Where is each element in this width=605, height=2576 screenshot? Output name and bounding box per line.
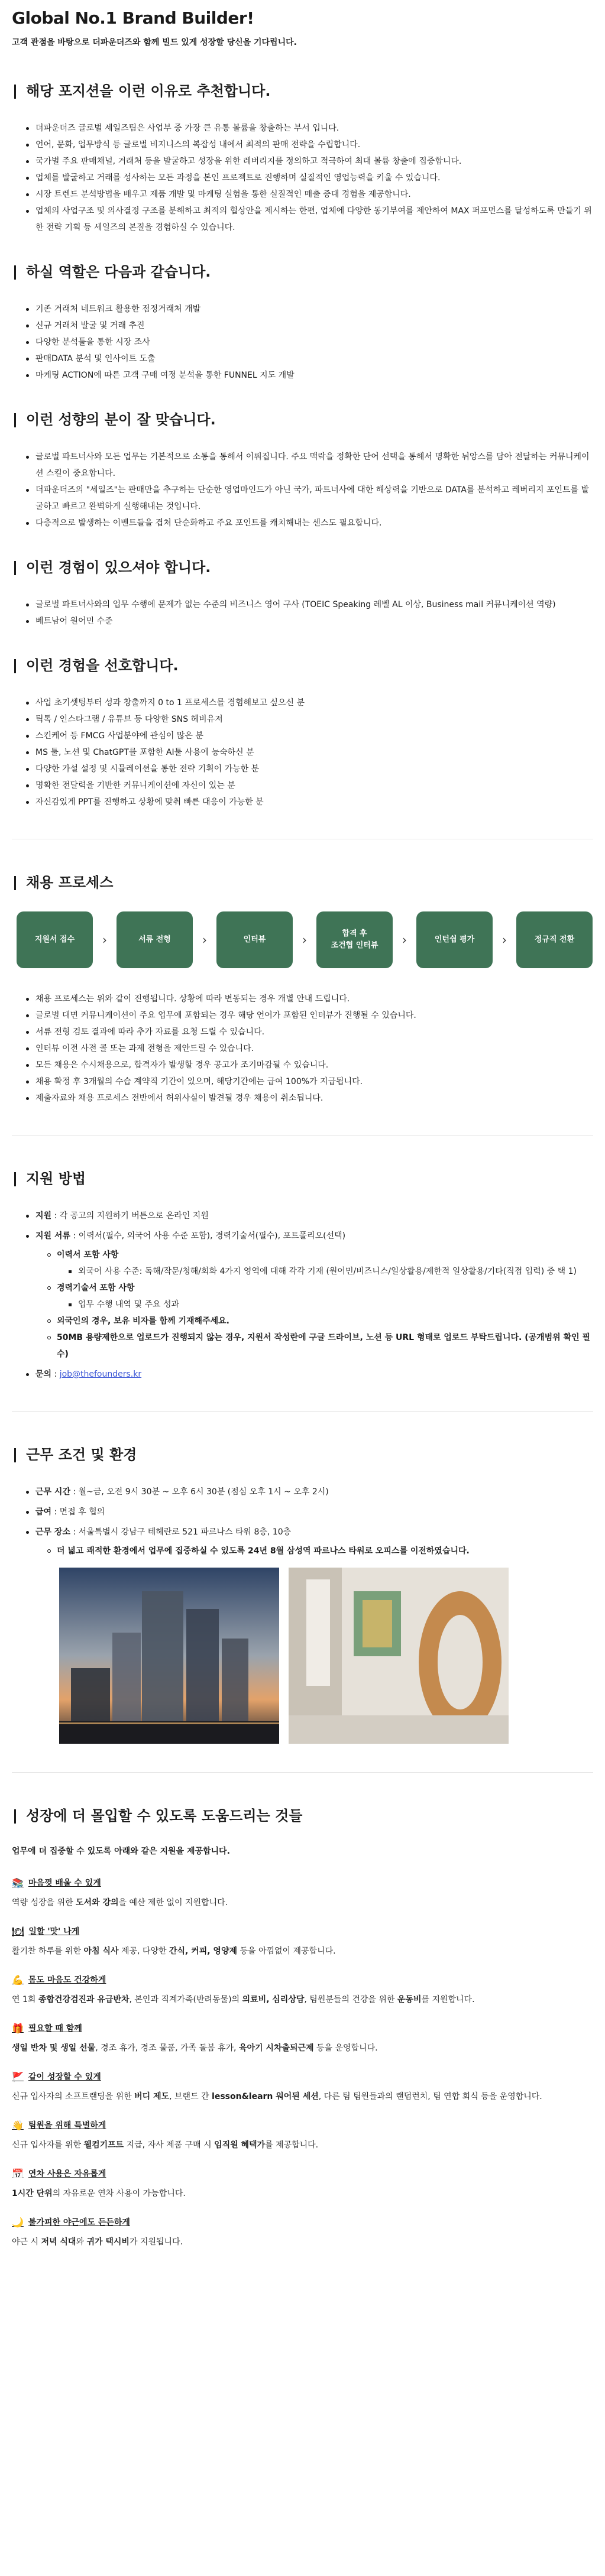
- list-item: 글로벌 파트너사와 모든 업무는 기본적으로 소통을 통해서 이뤄집니다. 주요 맥락을 정확한 단어 선택을 통해서 명확한 뉘앙스를 담아 전달하는 커뮤니케이션 스킬이 중요합니다.: [26, 449, 593, 482]
- wave-icon: 👋: [12, 2119, 24, 2131]
- list-item: 글로벌 파트너사와의 업무 수행에 문제가 없는 수준의 비즈니스 영어 구사 (TOEIC Speaking 레벨 AL 이상, Business mail 커뮤니케이션 역량): [26, 596, 593, 613]
- process-step: 정규직 전환: [516, 911, 593, 968]
- chevron-right-icon: ›: [202, 933, 207, 947]
- flag-icon: 🚩: [12, 2071, 24, 2082]
- section-title: 이런 경험이 있으셔야 합니다.: [12, 559, 593, 576]
- benefit-title: 👋 팀원을 위해 특별하게: [12, 2119, 106, 2131]
- list-item: 인터뷰 이전 사전 콜 또는 과제 전형을 제안드릴 수 있습니다.: [26, 1040, 593, 1057]
- list-item: 업체를 발굴하고 거래를 성사하는 모든 과정을 본인 프로젝트로 진행하며 실질적인 영업능력을 키울 수 있습니다.: [26, 170, 593, 186]
- sub-item: 외국어 사용 수준: 독해/작문/청해/회화 4가지 영역에 대해 각각 기재 (원어민/비즈니스/일상활용/제한적 일상활용/기타(직접 입력) 중 택 1): [69, 1263, 593, 1280]
- requirements-list: [12, 596, 593, 630]
- list-item: 국가별 주요 판매채널, 거래처 등을 발굴하고 성장을 위한 레버리지를 정의하고 적극하여 최대 볼륨 창출에 집중합니다.: [26, 153, 593, 170]
- benefit-title: 🌙 불가피한 야근에도 든든하게: [12, 2216, 130, 2228]
- list-item: 서류 전형 검토 결과에 따라 추가 자료를 요청 드릴 수 있습니다.: [26, 1024, 593, 1040]
- office-exterior-image: [59, 1568, 279, 1744]
- chevron-right-icon: ›: [302, 933, 307, 947]
- process-step: 합격 후 조건협 인터뷰: [316, 911, 393, 968]
- moon-icon: 🌙: [12, 2216, 24, 2228]
- reasons-list: [12, 120, 593, 236]
- sub-item: 업무 수행 내역 및 주요 성과: [69, 1296, 593, 1313]
- process-step: 인터뷰: [216, 911, 293, 968]
- benefit-body: 생일 반차 및 생일 선물, 경조 휴가, 경조 물품, 가족 돌봄 휴가, 육아기 시차출퇴근제 등을 운영합니다.: [12, 2043, 378, 2053]
- section-title: 채용 프로세스: [12, 874, 593, 891]
- section-title: 근무 조건 및 환경: [12, 1446, 593, 1464]
- list-item: 근무 장소 : 서울특별시 강남구 테헤란로 521 파르나스 타워 8층, 10층 더 넓고 쾌적한 환경에서 업무에 집중하실 수 있도록 24년 8월 삼성역 파르나스 타워로 오피스를 이전하였습니다.: [26, 1524, 593, 1559]
- sub-item: 외국인의 경우, 보유 비자를 함께 기재해주세요.: [47, 1313, 593, 1329]
- list-item: 신규 거래처 발굴 및 거래 추진: [26, 317, 593, 334]
- list-item: MS 툴, 노션 및 ChatGPT를 포함한 AI툴 사용에 능숙하신 분: [26, 744, 593, 761]
- list-item: 더파운더즈 글로벌 세일즈팀은 사업부 중 가장 큰 유통 볼륨을 창출하는 부서 입니다.: [26, 120, 593, 137]
- office-lobby-image: [289, 1568, 509, 1744]
- sub-item: 50MB 용량제한으로 업로드가 진행되지 않는 경우, 지원서 작성란에 구글 드라이브, 노션 등 URL 형태로 업로드 부탁드립니다. (공개범위 확인 필수): [47, 1329, 593, 1362]
- roles-list: [12, 301, 593, 384]
- list-item: 급여 : 면접 후 협의: [26, 1504, 593, 1520]
- section-title: 해당 포지션을 이런 이유로 추천합니다.: [12, 82, 593, 100]
- email-link[interactable]: job@thefounders.kr: [59, 1370, 142, 1379]
- section-title: 이런 성향의 분이 잘 맞습니다.: [12, 411, 593, 429]
- list-item: 모든 채용은 수시채용으로, 합격자가 발생할 경우 공고가 조기마감될 수 있습니다.: [26, 1057, 593, 1073]
- section-title: 성장에 더 몰입할 수 있도록 도움드리는 것들: [12, 1807, 593, 1825]
- sub-item: 경력기술서 포함 사항 업무 수행 내역 및 주요 성과: [47, 1280, 593, 1313]
- section-title: 이런 경험을 선호합니다.: [12, 657, 593, 674]
- process-notes: [12, 991, 593, 1107]
- chevron-right-icon: ›: [502, 933, 507, 947]
- list-item: 마케팅 ACTION에 따른 고객 구매 여정 분석을 통한 FUNNEL 지도 개발: [26, 367, 593, 384]
- list-item: 제출자료와 채용 프로세스 전반에서 허위사실이 발견될 경우 채용이 취소됩니다.: [26, 1090, 593, 1107]
- benefit-body: 활기찬 하루를 위한 아침 식사 제공, 다양한 간식, 커피, 영양제 등을 아낌없이 제공합니다.: [12, 1946, 336, 1956]
- process-step: 지원서 접수: [17, 911, 93, 968]
- benefit-body: 신규 입사자를 위한 웰컴기프트 지급, 자사 제품 구매 시 임직원 혜택가를 제공합니다.: [12, 2140, 319, 2150]
- office-photos: [59, 1568, 593, 1744]
- preferred-list: [12, 695, 593, 810]
- list-item: 업체의 사업구조 및 의사결정 구조를 분해하고 최적의 협상안을 제시하는 한편, 업체에 다양한 동기부여를 제안하여 MAX 퍼포먼스를 달성하도록 만들기 위한 전략 기획 등 세일즈의 본질을 경험하실 수 있습니다.: [26, 203, 593, 236]
- benefit-body: 연 1회 종합건강검진과 유급반차, 본인과 직계가족(반려동물)의 의료비, 심리상담, 팀원분들의 건강을 위한 운동비를 지원합니다.: [12, 1995, 475, 2004]
- page-subtitle: 고객 관점을 바탕으로 더파운더즈와 함께 빌드 있게 성장할 당신을 기다립니다.: [12, 38, 297, 47]
- books-icon: 📚: [12, 1877, 24, 1889]
- divider: [12, 1411, 593, 1412]
- list-item: 틱톡 / 인스타그램 / 유튜브 등 다양한 SNS 헤비유저: [26, 711, 593, 728]
- sub-item: 더 넓고 쾌적한 환경에서 업무에 집중하실 수 있도록 24년 8월 삼성역 파르나스 타워로 오피스를 이전하였습니다.: [47, 1543, 593, 1559]
- traits-list: [12, 449, 593, 531]
- list-item: 지원 서류 : 이력서(필수, 외국어 사용 수준 포함), 경력기술서(필수), 포트폴리오(선택) 이력서 포함 사항 외국어 사용 수준: 독해/작문/청해/회화 4가지 영역에 대해 각각 기재 (원어민/비즈니스/일상활용/제한적 일상활용/기타(직접 입력) 중 택 1) 경력기술서 포함 사항 업무 수행 내역 및 주요 성과 외국인의 경우, 보유 비자를 함께 기재해주세요. 50MB 용량제한으로 업로드가 진행되지 않는 경우, 지원서 작성란에 구글 드라이브, 노션 등 URL 형태로 업로드 부탁드립니다. (공개범위 확인 필수): [26, 1228, 593, 1362]
- benefits-lead: 업무에 더 집중할 수 있도록 아래와 같은 지원을 제공합니다.: [12, 1847, 230, 1856]
- list-item: 더파운더즈의 "세일즈"는 판매만을 추구하는 단순한 영업마인드가 아닌 국가, 파트너사에 대한 해상력을 기반으로 DATA를 분석하고 레버리지 포인트를 발굴하고 빠르고 완벽하게 실행해내는 것입니다.: [26, 482, 593, 515]
- list-item: 채용 확정 후 3개월의 수습 계약직 기간이 있으며, 해당기간에는 급여 100%가 지급됩니다.: [26, 1073, 593, 1090]
- list-item: 스킨케어 등 FMCG 사업분야에 관심이 많은 분: [26, 728, 593, 744]
- process-flow: [17, 911, 593, 968]
- benefit-title: 💪 몸도 마음도 건강하게: [12, 1974, 106, 1985]
- work-list: [12, 1484, 593, 1559]
- benefit-title: 🎁 필요할 때 함께: [12, 2022, 82, 2034]
- list-item: 근무 시간 : 월~금, 오전 9시 30분 ~ 오후 6시 30분 (점심 오후 1시 ~ 오후 2시): [26, 1484, 593, 1500]
- benefit-body: 역량 성장을 위한 도서와 강의을 예산 제한 없이 지원합니다.: [12, 1898, 228, 1907]
- benefit-title: 📚 마음껏 배울 수 있게: [12, 1877, 101, 1889]
- list-item: 명확한 전달력을 기반한 커뮤니케이션에 자신이 있는 분: [26, 777, 593, 794]
- divider: [12, 1772, 593, 1773]
- calendar-icon: 📅: [12, 2168, 24, 2179]
- benefit-title: 🚩 같이 성장할 수 있게: [12, 2071, 101, 2082]
- meal-icon: 🍽: [12, 1925, 24, 1937]
- chevron-right-icon: ›: [402, 933, 407, 947]
- list-item: 문의 : job@thefounders.kr: [26, 1366, 593, 1383]
- benefit-body: 신규 입사자의 소프트랜딩을 위한 버디 제도, 브랜드 간 lesson&learn 워어된 세션, 다른 팀 팀원들과의 랜덤런치, 팀 연합 회식 등을 운영합니다.: [12, 2092, 542, 2101]
- benefit-title: 📅 연차 사용은 자유롭게: [12, 2168, 106, 2179]
- page-title: Global No.1 Brand Builder!: [12, 8, 254, 28]
- process-step: 서류 전형: [117, 911, 193, 968]
- benefit-body: 1시간 단위의 자유로운 연차 사용이 가능합니다.: [12, 2189, 186, 2198]
- gift-icon: 🎁: [12, 2022, 24, 2034]
- list-item: 다양한 가설 설정 및 시뮬레이션을 통한 전략 기획이 가능한 분: [26, 761, 593, 777]
- sub-item: 이력서 포함 사항 외국어 사용 수준: 독해/작문/청해/회화 4가지 영역에 대해 각각 기재 (원어민/비즈니스/일상활용/제한적 일상활용/기타(직접 입력) 중 택 1): [47, 1247, 593, 1280]
- chevron-right-icon: ›: [102, 933, 107, 947]
- list-item: 사업 초기셋팅부터 성과 창출까지 0 to 1 프로세스를 경험해보고 싶으신 분: [26, 695, 593, 711]
- section-title: 지원 방법: [12, 1170, 593, 1188]
- list-item: 자신감있게 PPT를 진행하고 상황에 맞춰 빠른 대응이 가능한 분: [26, 794, 593, 810]
- list-item: 기존 거래처 네트워크 활용한 점정거래처 개발: [26, 301, 593, 317]
- benefit-body: 야근 시 저녁 식대와 귀가 택시비가 지원됩니다.: [12, 2237, 183, 2247]
- list-item: 채용 프로세스는 위와 같이 진행됩니다. 상황에 따라 변동되는 경우 개별 안내 드립니다.: [26, 991, 593, 1007]
- apply-list: [12, 1208, 593, 1383]
- list-item: 지원 : 각 공고의 지원하기 버튼으로 온라인 지원: [26, 1208, 593, 1224]
- benefits-list: [12, 1877, 593, 2249]
- list-item: 시장 트렌드 분석방법을 배우고 제품 개발 및 마케팅 실험을 통한 실질적인 매출 증대 경험을 제공합니다.: [26, 186, 593, 203]
- list-item: 글로벌 대면 커뮤니케이션이 주요 업무에 포함되는 경우 해당 언어가 포함된 인터뷰가 진행될 수 있습니다.: [26, 1007, 593, 1024]
- benefit-title: 🍽 일할 '맛' 나게: [12, 1925, 80, 1937]
- list-item: 다양한 분석툴을 통한 시장 조사: [26, 334, 593, 351]
- list-item: 판매DATA 분석 및 인사이트 도출: [26, 351, 593, 367]
- section-title: 하실 역할은 다음과 같습니다.: [12, 263, 593, 281]
- process-step: 인턴쉽 평가: [416, 911, 493, 968]
- muscle-icon: 💪: [12, 1974, 24, 1985]
- list-item: 다층적으로 발생하는 이벤트들을 겹쳐 단순화하고 주요 포인트를 캐치해내는 센스도 필요합니다.: [26, 515, 593, 531]
- list-item: 베트남어 원어민 수준: [26, 613, 593, 630]
- list-item: 언어, 문화, 업무방식 등 글로벌 비지니스의 복잡성 내에서 최적의 판매 전략을 수립합니다.: [26, 137, 593, 153]
